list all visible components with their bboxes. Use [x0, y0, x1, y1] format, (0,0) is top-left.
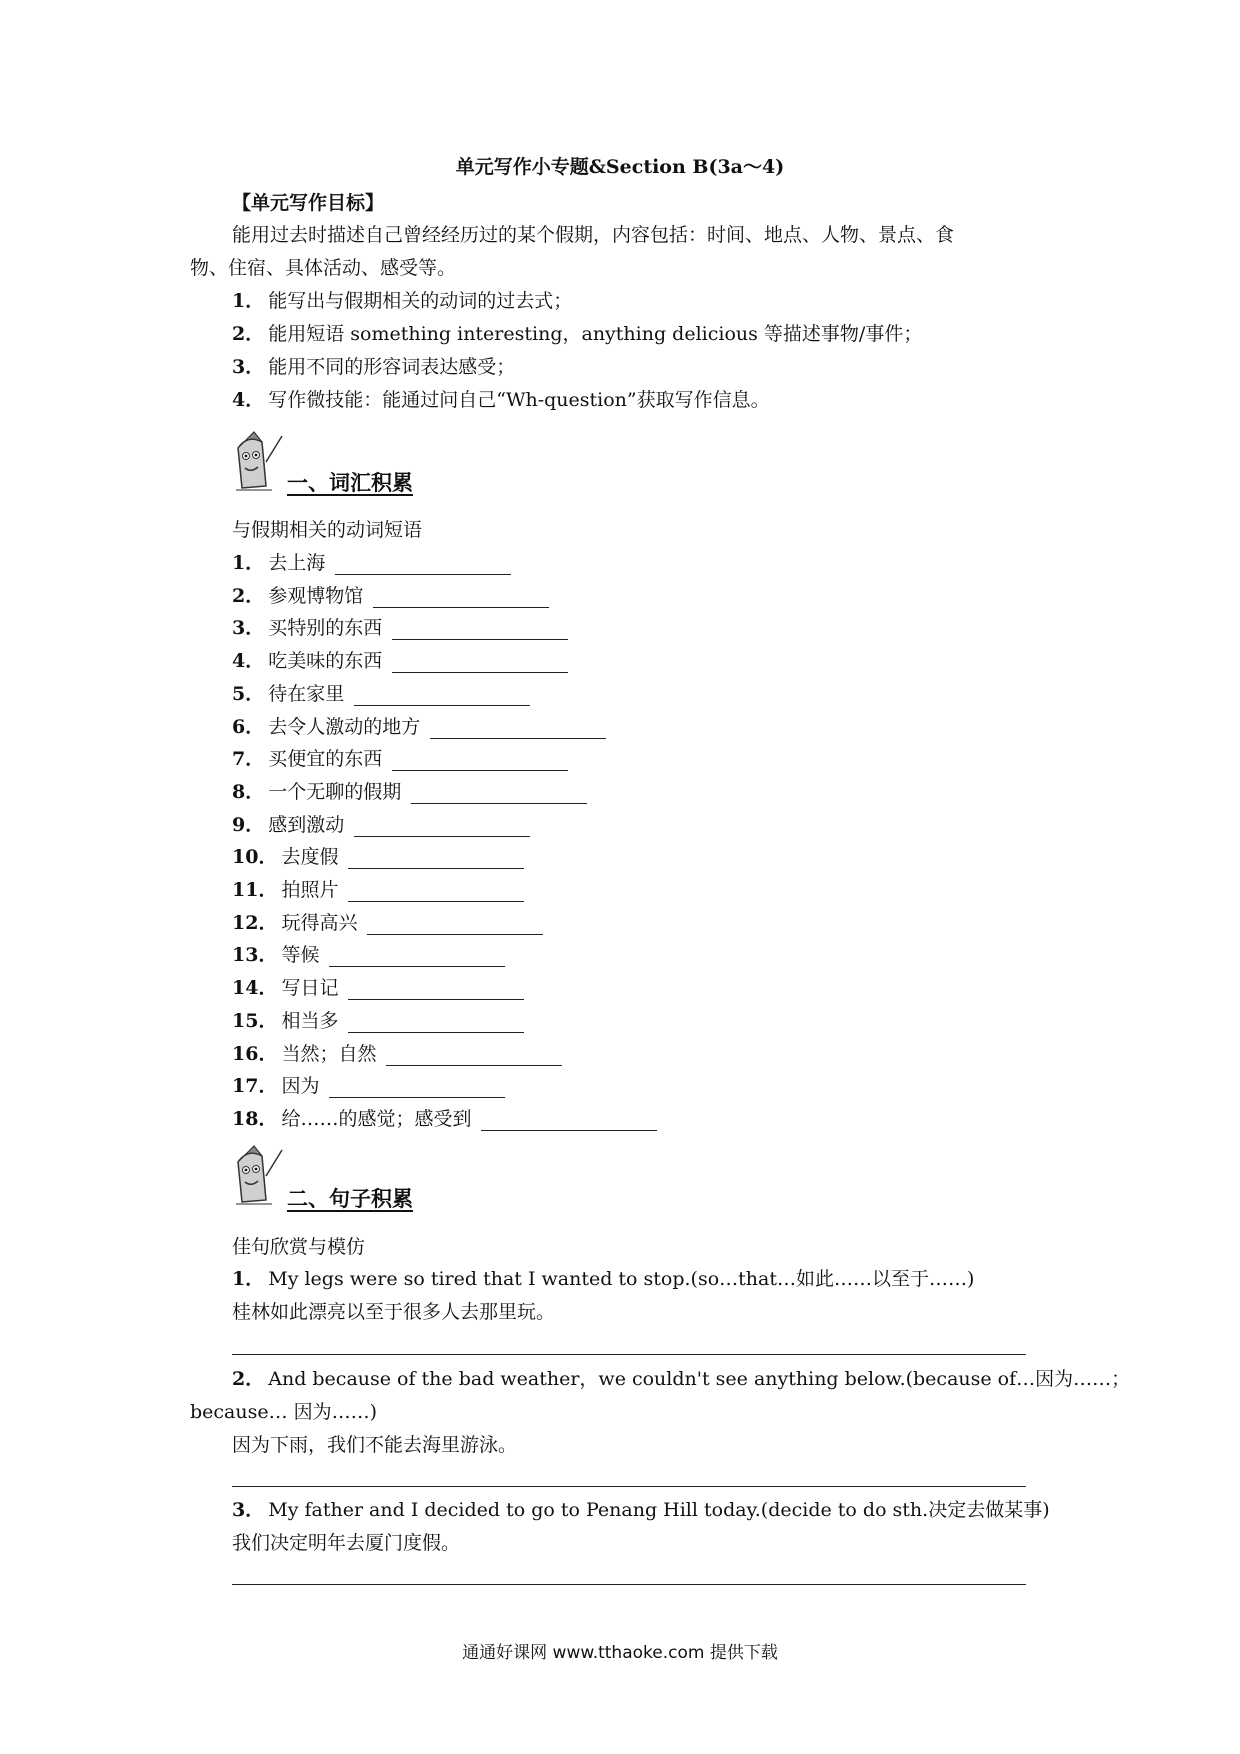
vocab-item-text: 吃美味的东西	[268, 650, 383, 672]
section-subheading: 与假期相关的动词短语	[232, 519, 423, 541]
answer-line[interactable]	[232, 1486, 1026, 1487]
vocab-item-text: 去令人激动的地方	[268, 716, 421, 738]
vocab-item-text: 买便宜的东西	[268, 748, 383, 770]
vocab-item	[232, 908, 543, 935]
question-number: 3．	[232, 1499, 265, 1521]
vocab-item-number: 11．	[232, 879, 278, 901]
example-sentence: And because of the bad weather，we couldn't see anything below.(because of…因为……；	[268, 1368, 1131, 1390]
vocab-item	[232, 940, 505, 967]
translation-prompt: 因为下雨，我们不能去海里游泳。	[232, 1434, 518, 1456]
goal-item	[232, 286, 572, 313]
vocab-item-number: 15．	[232, 1010, 278, 1032]
vocab-item-number: 7．	[232, 748, 265, 770]
goals-paragraph-line-1: 能用过去时描述自己曾经经历过的某个假期，内容包括：时间、地点、人物、景点、食	[232, 224, 955, 246]
answer-blank[interactable]	[386, 1047, 562, 1066]
vocab-item-text: 拍照片	[281, 879, 339, 901]
answer-blank[interactable]	[392, 752, 568, 771]
vocab-item-text: 因为	[281, 1075, 320, 1097]
goal-item-number: 3．	[232, 356, 265, 378]
vocab-item-text: 给……的感觉；感受到	[281, 1108, 472, 1130]
vocab-item-number: 1．	[232, 552, 265, 574]
vocab-item	[232, 744, 568, 771]
goal-item-text: 能用短语 something interesting，anything delicious 等描述事物/事件；	[268, 323, 923, 345]
answer-blank[interactable]	[411, 785, 587, 804]
vocab-item	[232, 646, 568, 673]
vocab-item-text: 感到激动	[268, 814, 345, 836]
example-sentence-continued: because… 因为……)	[190, 1401, 378, 1423]
vocab-item-number: 14．	[232, 977, 278, 999]
page-title: 单元写作小专题&Section B(3a～4)	[455, 156, 785, 178]
vocab-item	[232, 1104, 657, 1131]
answer-blank[interactable]	[373, 589, 549, 608]
vocab-item	[232, 1071, 505, 1098]
vocab-item-text: 参观博物馆	[268, 585, 364, 607]
vocab-item-number: 17．	[232, 1075, 278, 1097]
vocab-item	[232, 973, 524, 1000]
vocab-item-number: 4．	[232, 650, 265, 672]
vocab-item-text: 等候	[281, 944, 320, 966]
vocab-item-number: 5．	[232, 683, 265, 705]
section-heading-vocabulary: 一、词汇积累	[287, 470, 413, 495]
answer-blank[interactable]	[392, 654, 568, 673]
goal-item-number: 4．	[232, 389, 265, 411]
goal-item-text: 写作微技能：能通过问自己“Wh-question”获取写作信息。	[268, 389, 770, 411]
answer-blank[interactable]	[348, 981, 524, 1000]
answer-blank[interactable]	[329, 1079, 505, 1098]
vocab-item-text: 玩得高兴	[281, 912, 358, 934]
answer-line[interactable]	[232, 1354, 1026, 1355]
vocab-item-text: 写日记	[281, 977, 339, 999]
vocab-item	[232, 613, 568, 640]
translation-prompt: 桂林如此漂亮以至于很多人去那里玩。	[232, 1301, 556, 1323]
answer-blank[interactable]	[354, 687, 530, 706]
answer-blank[interactable]	[430, 720, 606, 739]
sentence-example	[232, 1495, 1050, 1522]
vocab-item	[232, 810, 530, 837]
section-subheading: 佳句欣赏与模仿	[232, 1236, 366, 1258]
goal-item-text: 能写出与假期相关的动词的过去式；	[268, 290, 573, 312]
pencil-mascot-icon	[228, 428, 286, 496]
goal-item-number: 2．	[232, 323, 265, 345]
answer-blank[interactable]	[348, 850, 524, 869]
vocab-item-text: 一个无聊的假期	[268, 781, 402, 803]
answer-blank[interactable]	[329, 948, 505, 967]
goals-heading: 【单元写作目标】	[232, 192, 385, 214]
vocab-item-number: 8．	[232, 781, 265, 803]
vocab-item	[232, 842, 524, 869]
goal-item-text: 能用不同的形容词表达感受；	[268, 356, 516, 378]
vocab-item-number: 13．	[232, 944, 278, 966]
vocab-item-number: 6．	[232, 716, 265, 738]
goal-item	[232, 319, 922, 346]
vocab-item	[232, 548, 511, 575]
goal-item	[232, 352, 515, 379]
answer-blank[interactable]	[335, 556, 511, 575]
vocab-item-number: 12．	[232, 912, 278, 934]
vocab-item-number: 9．	[232, 814, 265, 836]
answer-blank[interactable]	[367, 916, 543, 935]
answer-blank[interactable]	[354, 818, 530, 837]
vocab-item	[232, 679, 530, 706]
vocab-item-number: 16．	[232, 1043, 278, 1065]
vocab-item-text: 当然；自然	[281, 1043, 377, 1065]
vocab-item-text: 待在家里	[268, 683, 345, 705]
answer-blank[interactable]	[481, 1112, 657, 1131]
vocab-item	[232, 777, 587, 804]
vocab-item	[232, 1006, 524, 1033]
vocab-item-number: 3．	[232, 617, 265, 639]
vocab-item-number: 2．	[232, 585, 265, 607]
vocab-item-text: 买特别的东西	[268, 617, 383, 639]
vocab-item-number: 10．	[232, 846, 278, 868]
vocab-item	[232, 875, 524, 902]
goal-item	[232, 385, 770, 412]
answer-blank[interactable]	[348, 883, 524, 902]
goal-item-number: 1．	[232, 290, 265, 312]
vocab-item-text: 去上海	[268, 552, 326, 574]
goals-paragraph-line-2: 物、住宿、具体活动、感受等。	[190, 257, 457, 279]
vocab-item	[232, 1039, 562, 1066]
answer-blank[interactable]	[348, 1014, 524, 1033]
question-number: 2．	[232, 1368, 265, 1390]
vocab-item-text: 相当多	[281, 1010, 339, 1032]
pencil-mascot-icon	[228, 1142, 286, 1210]
vocab-item-text: 去度假	[281, 846, 339, 868]
question-number: 1．	[232, 1268, 265, 1290]
example-sentence: My legs were so tired that I wanted to stop.(so…that…如此……以至于……)	[268, 1268, 975, 1290]
vocab-item-number: 18．	[232, 1108, 278, 1130]
section-heading-sentences: 二、句子积累	[287, 1186, 413, 1211]
page-footer: 通通好课网 www.tthaoke.com 提供下载	[462, 1643, 778, 1663]
vocab-item	[232, 581, 549, 608]
sentence-example	[232, 1264, 974, 1291]
answer-line[interactable]	[232, 1584, 1026, 1585]
sentence-example	[232, 1364, 1130, 1391]
translation-prompt: 我们决定明年去厦门度假。	[232, 1532, 461, 1554]
answer-blank[interactable]	[392, 621, 568, 640]
vocab-item	[232, 712, 606, 739]
example-sentence: My father and I decided to go to Penang Hill today.(decide to do sth.决定去做某事)	[268, 1499, 1050, 1521]
